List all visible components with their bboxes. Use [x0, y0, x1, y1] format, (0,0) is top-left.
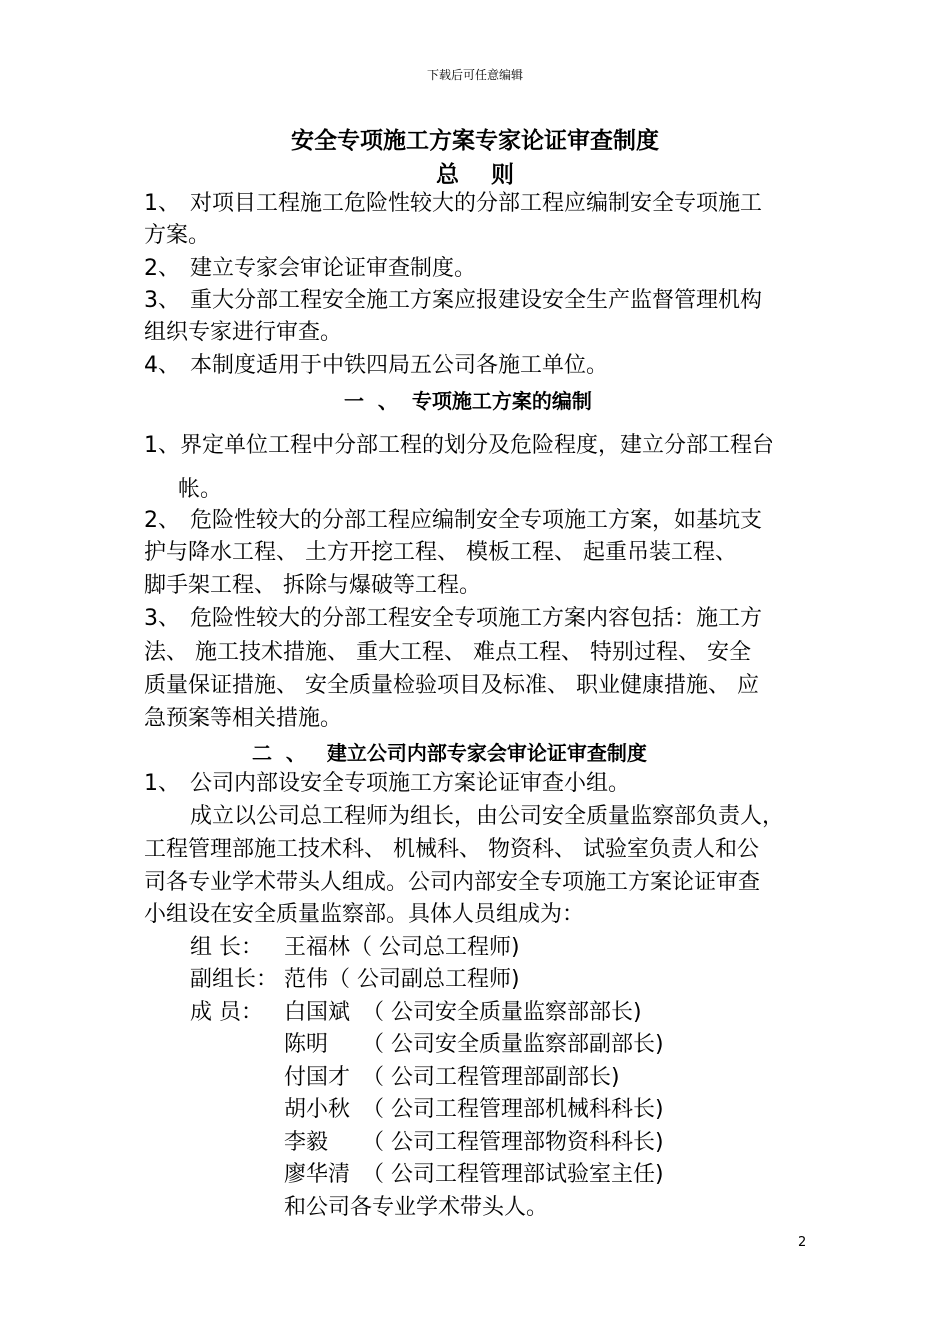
members-closing: 和公司各专业学术带头人。: [284, 1195, 549, 1220]
member-name: 陈明: [284, 1032, 329, 1057]
s2-para-line-4: 小组设在安全质量监察部。具体人员组成为：: [144, 902, 585, 927]
member-name: 胡小秋: [284, 1097, 351, 1122]
general-2-line-1: 建立专家会审论证审查制度。: [190, 256, 477, 281]
s1-item-3-line-2: 法、 施工技术措施、 重大工程、 难点工程、 特别过程、 安全: [144, 640, 751, 665]
general-3-num: 3、: [144, 288, 180, 313]
general-4-num: 4、: [144, 353, 180, 378]
document-title: 安全专项施工方案专家论证审查制度: [291, 128, 659, 154]
s1-item-2-line-1: 危险性较大的分部工程应编制安全专项施工方案，如基坑支: [190, 508, 763, 533]
general-2-num: 2、: [144, 256, 180, 281]
s2-item-1-text: 公司内部设安全专项施工方案论证审查小组。: [190, 771, 631, 796]
s2-para-line-2: 工程管理部施工技术科、 机械科、 物资科、 试验室负责人和公: [144, 837, 759, 862]
s1-item-1-num: 1、: [144, 433, 180, 458]
member-name: 李毅: [284, 1130, 329, 1155]
general-3-line-2: 组织专家进行审查。: [144, 320, 343, 345]
s2-para-line-3: 司各专业学术带头人组成。公司内部安全专项施工方案论证审查: [144, 870, 761, 895]
member-title: （ 公司安全质量监察部部长): [362, 1000, 642, 1025]
deputy-text: 范伟（ 公司副总工程师): [284, 967, 520, 992]
member-title: （ 公司工程管理部物资科科长): [362, 1130, 664, 1155]
general-1-line-1: 对项目工程施工危险性较大的分部工程应编制安全专项施工: [190, 191, 763, 216]
s1-item-3-line-3: 质量保证措施、 安全质量检验项目及标准、 职业健康措施、 应: [144, 673, 759, 698]
member-title: （ 公司工程管理部试验室主任): [362, 1162, 664, 1187]
section-2-heading: 二 、 建立公司内部专家会审论证审查制度: [252, 741, 647, 765]
general-1-line-2: 方案。: [144, 223, 211, 248]
member-title: （ 公司工程管理部副部长): [362, 1065, 620, 1090]
member-title: （ 公司安全质量监察部副部长): [362, 1032, 664, 1057]
s1-item-2-line-3: 脚手架工程、 拆除与爆破等工程。: [144, 573, 481, 598]
member-name: 付国才: [284, 1065, 351, 1090]
section-1-heading: 一 、 专项施工方案的编制: [344, 389, 592, 413]
s1-item-1-line-2: 帐。: [178, 477, 223, 502]
s1-item-3-num: 3、: [144, 606, 180, 631]
s1-item-1-line-1: 界定单位工程中分部工程的划分及危险程度，建立分部工程台: [180, 433, 775, 458]
member-name: 廖华清: [284, 1162, 351, 1187]
s1-item-3-line-1: 危险性较大的分部工程安全专项施工方案内容包括：施工方: [190, 606, 763, 631]
leader-role: 组 长：: [190, 935, 263, 960]
s2-item-1-num: 1、: [144, 771, 180, 796]
member-name: 白国斌: [284, 1000, 351, 1025]
header-note: 下载后可任意编辑: [426, 68, 523, 82]
leader-text: 王福林（ 公司总工程师): [284, 935, 520, 960]
member-title: （ 公司工程管理部机械科科长): [362, 1097, 664, 1122]
document-subtitle: 总 则: [435, 162, 515, 188]
general-1-num: 1、: [144, 191, 180, 216]
s1-item-3-line-4: 急预案等相关措施。: [144, 706, 343, 731]
members-role: 成 员：: [190, 1000, 263, 1025]
s2-para-line-1: 成立以公司总工程师为组长，由公司安全质量监察部负责人，: [190, 804, 785, 829]
s1-item-2-line-2: 护与降水工程、 土方开挖工程、 模板工程、 起重吊装工程、: [144, 540, 737, 565]
general-3-line-1: 重大分部工程安全施工方案应报建设安全生产监督管理机构: [190, 288, 763, 313]
deputy-role: 副组长：: [190, 967, 279, 992]
s1-item-2-num: 2、: [144, 508, 180, 533]
page-number: 2: [798, 1235, 807, 1250]
general-4-line-1: 本制度适用于中铁四局五公司各施工单位。: [190, 353, 609, 378]
